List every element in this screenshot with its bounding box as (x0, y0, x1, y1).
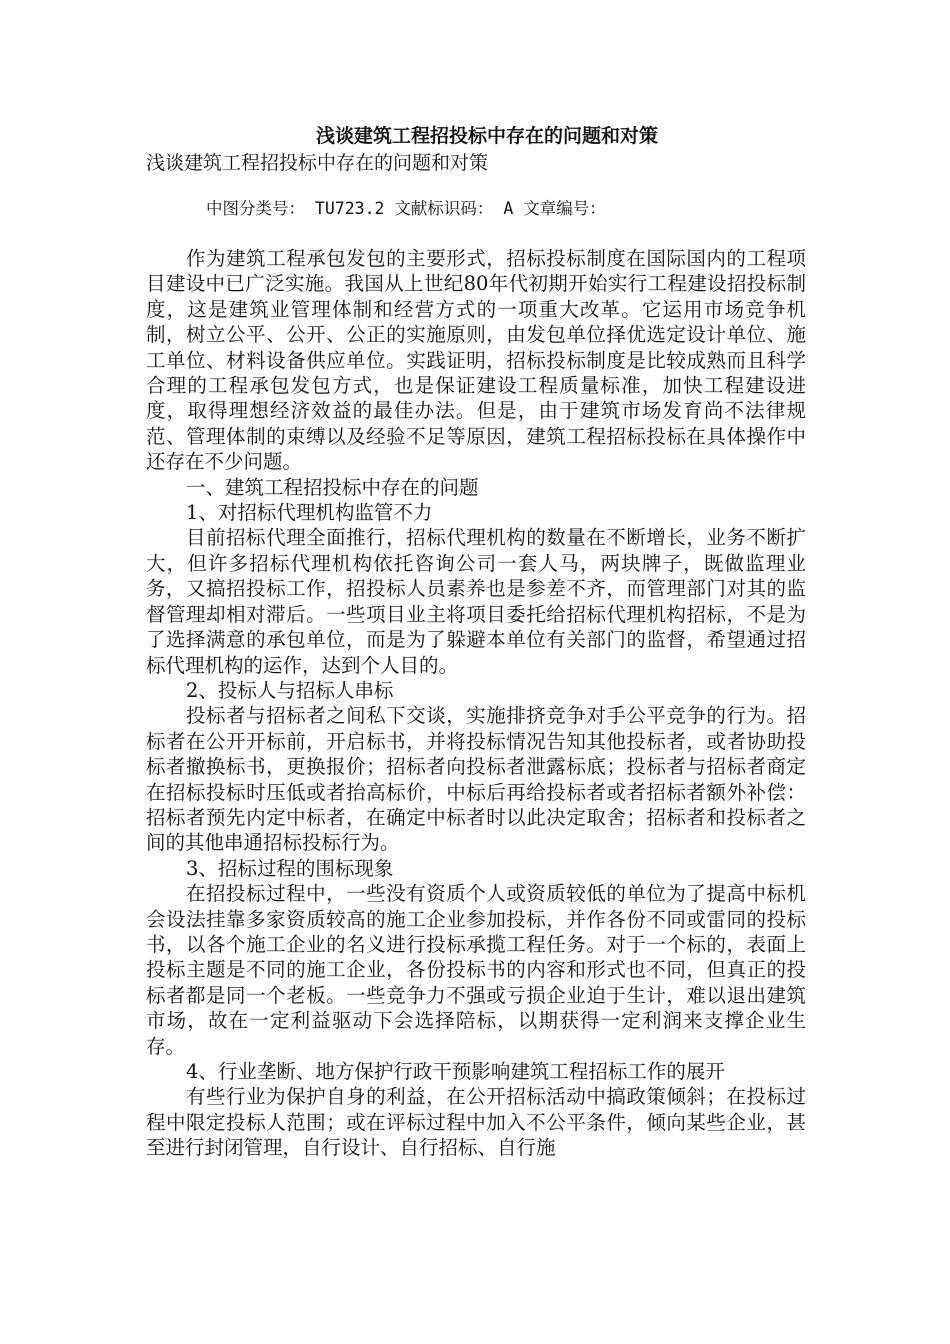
subsection-heading-2: 2、投标人与招标人串标 (186, 678, 394, 702)
subsection-paragraph-1: 目前招标代理全面推行，招标代理机构的数量在不断增长，业务不断扩大，但许多招标代理机构依托咨询公司一套人马，两块牌子，既做监理业务，又搞招投标工作，招投标人员素养也是参差不齐，而管理部门对其的监督管理却相对滞后。一些项目业主将项目委托给招标代理机构招标，不是为了选择满意的承包单位，而是为了躲避本单位有关部门的监督，希望通过招标代理机构的运作，达到个人目的。 (146, 526, 806, 677)
document-subtitle: 浅谈建筑工程招投标中存在的问题和对策 (146, 152, 489, 174)
subsection-paragraph-3: 在招投标过程中，一些没有资质个人或资质较低的单位为了提高中标机会设法挂靠多家资质较高的施工企业参加投标，并作各份不同或雷同的投标书，以各个施工企业的名义进行投标承揽工程任务。对于一个标的，表面上投标主题是不同的施工企业，各份投标书的内容和形式也不同，但真正的投标者都是同一个老板。一些竞争力不强或亏损企业迫于生计，难以退出建筑市场，故在一定利益驱动下会选择陪标，以期获得一定利润来支撑企业生存。 (146, 882, 806, 1058)
subsection-heading-1: 1、对招标代理机构监管不力 (186, 501, 433, 525)
document-title: 浅谈建筑工程招投标中存在的问题和对策 (315, 125, 658, 147)
classification-line: 中图分类号： TU723.2 文献标识码： A 文章编号： (206, 199, 606, 218)
section-heading: 一、建筑工程招投标中存在的问题 (186, 475, 479, 499)
subsection-heading-3: 3、招标过程的围标现象 (186, 856, 394, 880)
subsection-paragraph-2: 投标者与招标者之间私下交谈，实施排挤竞争对手公平竞争的行为。招标者在公开开标前，开启标书，并将投标情况告知其他投标者，或者协助投标者撤换标书，更换报价；招标者向投标者泄露标底；投标者与招标者商定在招标投标时压低或者抬高标价，中标后再给投标者或者招标者额外补偿：招标者预先内定中标者，在确定中标者时以此决定取舍；招标者和投标者之间的其他串通招标投标行为。 (146, 704, 806, 855)
document-page (146, 122, 806, 1161)
subsection-heading-4: 4、行业垄断、地方保护行政干预影响建筑工程招标工作的展开 (186, 1060, 725, 1083)
intro-paragraph: 作为建筑工程承包发包的主要形式，招标投标制度在国际国内的工程项目建设中已广泛实施。我国从上世纪80年代初期开始实行工程建设招投标制度，这是建筑业管理体制和经营方式的一项重大改革。它运用市场竞争机制，树立公平、公开、公正的实施原则，由发包单位择优选定设计单位、施工单位、材料设备供应单位。实践证明，招标投标制度是比较成熟而且科学合理的工程承包发包方式，也是保证建设工程质量标准，加快工程建设进度，取得理想经济效益的最佳办法。但是，由于建筑市场发育尚不法律规范、管理体制的束缚以及经验不足等原因，建筑工程招标投标在具体操作中还存在不少问题。 (146, 247, 806, 474)
subsection-paragraph-4: 有些行业为保护自身的利益，在公开招标活动中搞政策倾斜；在投标过程中限定投标人范围；或在评标过程中加入不公平条件，倾向某些企业，甚至进行封闭管理，自行设计、自行招标、自行施 (146, 1085, 806, 1160)
